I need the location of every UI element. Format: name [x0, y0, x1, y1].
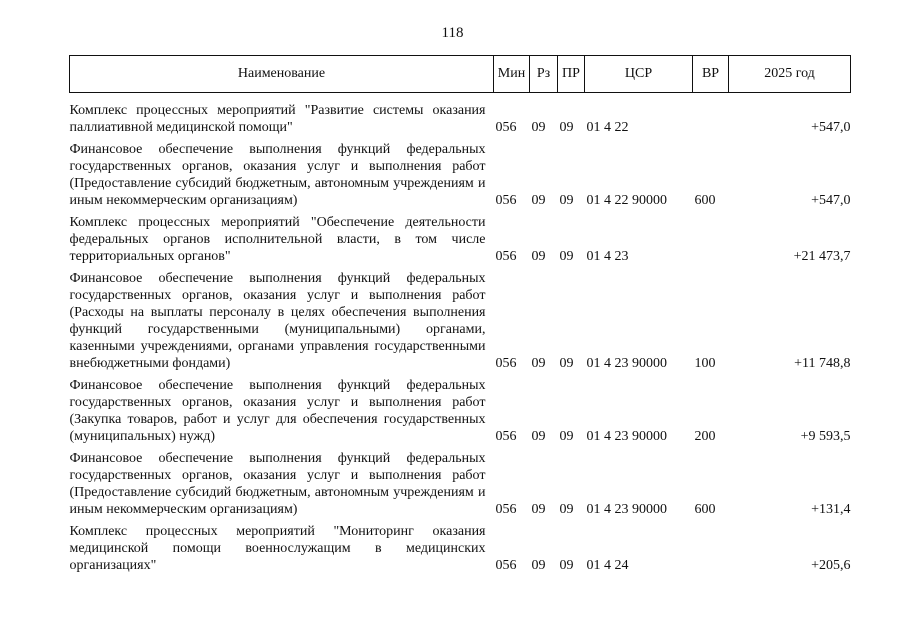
header-min: Мин [494, 56, 530, 93]
row-name: Финансовое обеспечение выполнения функций федеральных государственных органов, оказания услуг и выполнения работ (Предоставление субсидий бюджетным, автономным учреждениям и иным некоммерческим организациям) [69, 142, 486, 208]
table-row [70, 265, 851, 372]
row-name: Комплекс процессных мероприятий "Обеспечение деятельности федеральных органов исполнительной власти, в том числе территориальных органов" [69, 215, 486, 264]
row-min: 056 [495, 558, 517, 573]
header-csr: ЦСР [585, 56, 693, 93]
row-amount: +21 473,7 [793, 249, 851, 264]
table-row [70, 518, 851, 574]
header-year: 2025 год [729, 56, 851, 93]
row-min: 056 [495, 356, 517, 371]
row-rz: 09 [531, 558, 546, 573]
row-pr: 09 [559, 193, 574, 208]
header-vr: ВР [693, 56, 729, 93]
row-name: Финансовое обеспечение выполнения функций федеральных государственных органов, оказания услуг и выполнения работ (Закупка товаров, работ и услуг для обеспечения государственных (муниципальных) нужд) [69, 378, 486, 444]
row-csr: 01 4 22 90000 [586, 193, 667, 208]
row-csr: 01 4 23 90000 [586, 502, 667, 517]
table-row [70, 445, 851, 518]
row-vr: 600 [694, 193, 716, 208]
row-min: 056 [495, 429, 517, 444]
row-min: 056 [495, 193, 517, 208]
row-amount: +9 593,5 [800, 429, 851, 444]
row-amount: +205,6 [811, 558, 851, 573]
table-row [70, 93, 851, 137]
row-pr: 09 [559, 249, 574, 264]
row-pr: 09 [559, 502, 574, 517]
header-name: Наименование [70, 56, 494, 93]
header-pr: ПР [558, 56, 585, 93]
table-row [70, 209, 851, 265]
row-name: Финансовое обеспечение выполнения функций федеральных государственных органов, оказания услуг и выполнения работ (Предоставление субсидий бюджетным, автономным учреждениям и иным некоммерческим организациям) [69, 451, 486, 517]
row-min: 056 [495, 502, 517, 517]
row-amount: +547,0 [811, 120, 851, 135]
row-rz: 09 [531, 429, 546, 444]
row-pr: 09 [559, 558, 574, 573]
row-min: 056 [495, 249, 517, 264]
row-rz: 09 [531, 502, 546, 517]
row-rz: 09 [531, 356, 546, 371]
row-vr [693, 209, 729, 265]
row-amount: +131,4 [811, 502, 851, 517]
row-csr: 01 4 24 [586, 558, 629, 573]
row-vr [693, 93, 729, 137]
table-row [70, 372, 851, 445]
row-csr: 01 4 23 [586, 249, 629, 264]
row-name: Финансовое обеспечение выполнения функций федеральных государственных органов, оказания услуг и выполнения работ (Расходы на выплаты персоналу в целях обеспечения выполнения функций государственными (муниципальными) органами, казенными учреждениями, органами управления государственными внебюджетными фондами) [69, 271, 486, 371]
row-csr: 01 4 23 90000 [586, 356, 667, 371]
row-name: Комплекс процессных мероприятий "Развитие системы оказания паллиативной медицинской помощи" [69, 103, 486, 135]
page-number: 118 [441, 25, 464, 41]
row-rz: 09 [531, 249, 546, 264]
table-header-row [70, 56, 851, 93]
row-csr: 01 4 22 [586, 120, 629, 135]
row-pr: 09 [559, 429, 574, 444]
row-rz: 09 [531, 193, 546, 208]
header-rz: Рз [530, 56, 558, 93]
budget-table [69, 55, 851, 574]
table-row [70, 136, 851, 209]
row-name: Комплекс процессных мероприятий "Мониторинг оказания медицинской помощи военнослужащим в медицинских организациях" [69, 524, 486, 573]
row-min: 056 [495, 120, 517, 135]
row-vr [693, 518, 729, 574]
row-amount: +11 748,8 [794, 356, 851, 371]
row-pr: 09 [559, 120, 574, 135]
row-vr: 600 [694, 502, 716, 517]
row-csr: 01 4 23 90000 [586, 429, 667, 444]
row-vr: 200 [694, 429, 716, 444]
row-vr: 100 [694, 356, 716, 371]
row-pr: 09 [559, 356, 574, 371]
row-amount: +547,0 [811, 193, 851, 208]
row-rz: 09 [531, 120, 546, 135]
